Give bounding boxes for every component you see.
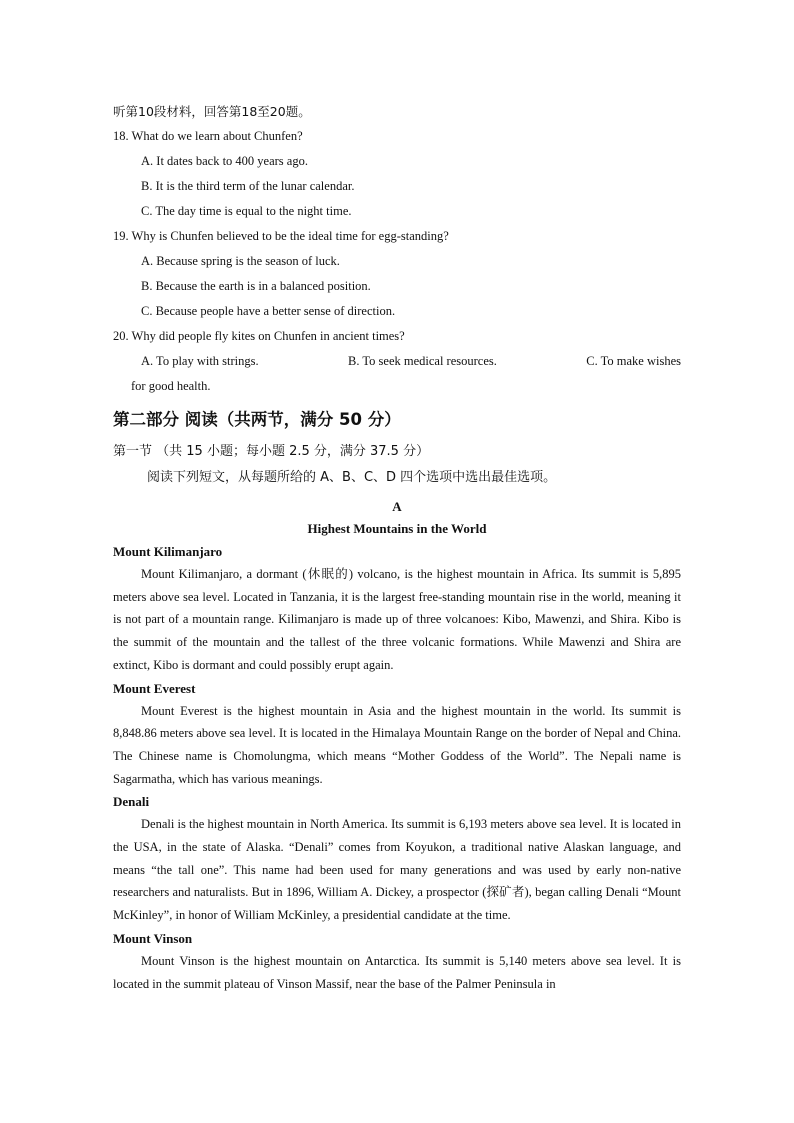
kilimanjaro-paragraph: Mount Kilimanjaro, a dormant (休眠的) volcano, is the highest mountain in Africa. Its summit is 5,895 meters above sea level. Located in Tanzania, it is the largest free-standing mountain rise in the world, meaning it is not part of a mountain range. Kilimanjaro is made up of three volcanoes: Kibo, Mawenzi, and Shira. Kibo is the summit of the mountain and the tallest of the three volcanic formations. While Mawenzi and Shira are extinct, Kibo is dormant and could possibly erupt again.: [113, 567, 681, 672]
vinson-paragraph: Mount Vinson is the highest mountain on Antarctica. Its summit is 5,140 meters above sea level. It is located in the summit plateau of Vinson Massif, near the base of the Palmer Peninsula in: [113, 953, 681, 991]
question-20-option-a[interactable]: A. To play with strings.: [141, 354, 259, 368]
reading-instruction: 阅读下列短文，从每题所给的 A、B、C、D 四个选项中选出最佳选项。: [147, 470, 557, 485]
listening-intro: 听第10段材料，回答第18至20题。: [113, 104, 311, 119]
everest-heading: Mount Everest: [113, 680, 196, 696]
everest-paragraph: Mount Everest is the highest mountain in Asia and the highest mountain in the world. Its summit is 8,848.86 meters above sea level. It is located in the Himalaya Mountain Range on the border of Nepal and China. The Chinese name is Chomolungma, which means “Mother Goddess of the World”. The Nepali name is Sagarmatha, which has various meanings.: [113, 703, 681, 786]
question-18-option-c[interactable]: C. The day time is equal to the night time.: [141, 204, 352, 218]
question-18-option-a[interactable]: A. It dates back to 400 years ago.: [141, 154, 308, 168]
question-20-stem: 20. Why did people fly kites on Chunfen in ancient times?: [113, 329, 405, 343]
question-19-option-c[interactable]: C. Because people have a better sense of direction.: [141, 304, 396, 318]
section-one-title: 第一节 （共 15 小题；每小题 2.5 分，满分 37.5 分）: [113, 444, 430, 459]
vinson-heading: Mount Vinson: [113, 930, 193, 946]
denali-paragraph: Denali is the highest mountain in North America. Its summit is 6,193 meters above sea level. It is located in the USA, in the state of Alaska. “Denali” comes from Koyukon, a traditional native Alaskan language, and means “the tall one”. This name had been used for many generations and was used by early non-native researchers and naturalists. But in 1896, William A. Dickey, a prospector (探矿者), began calling Denali “Mount McKinley”, in honor of William McKinley, a presidential candidate at the time.: [113, 817, 681, 923]
question-19-option-a[interactable]: A. Because spring is the season of luck.: [141, 254, 340, 268]
question-20-options: [113, 349, 681, 374]
question-20-option-b[interactable]: B. To seek medical resources.: [348, 354, 497, 368]
question-20-option-c[interactable]: C. To make wishes: [586, 354, 681, 368]
question-19-option-b[interactable]: B. Because the earth is in a balanced position.: [141, 279, 371, 293]
question-18-option-b[interactable]: B. It is the third term of the lunar calendar.: [141, 179, 355, 193]
denali-heading: Denali: [113, 794, 150, 810]
question-18-stem: 18. What do we learn about Chunfen?: [113, 129, 303, 143]
exam-page: [113, 99, 681, 995]
question-19-stem: 19. Why is Chunfen believed to be the ideal time for egg-standing?: [113, 229, 449, 243]
question-20-option-c-continued: for good health.: [131, 379, 211, 393]
passage-title: Highest Mountains in the World: [307, 521, 487, 536]
passage-letter: A: [392, 499, 402, 514]
kilimanjaro-heading: Mount Kilimanjaro: [113, 544, 223, 559]
part-two-title: 第二部分 阅读（共两节，满分 50 分）: [113, 410, 401, 429]
